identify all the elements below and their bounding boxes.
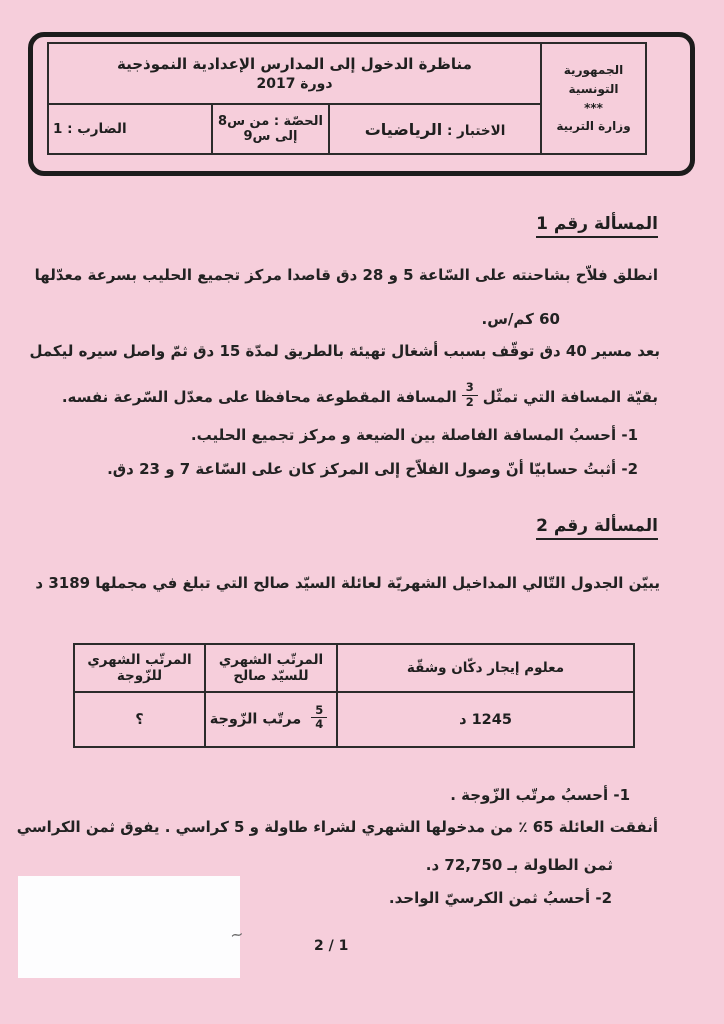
problem1-line1: انطلق فلاّح بشاحنته على السّاعة 5 و 28 دق قاصدا مركز تجميع الحليب بسرعة معدّلها xyxy=(34,266,658,284)
problem1-line4 xyxy=(62,376,658,418)
problem2-expense-line1: أنفقت العائلة 65 ٪ من مدخولها الشهري لشراء طاولة و 5 كراسي . يفوق ثمن الكراسي xyxy=(16,818,658,836)
income-table xyxy=(73,643,635,748)
fraction-numerator: 5 xyxy=(315,702,324,717)
income-table-header-row xyxy=(74,644,634,692)
fraction-numerator: 3 xyxy=(465,380,474,395)
value-wife-salary: ؟ xyxy=(74,692,205,747)
pen-mark: ~ xyxy=(228,924,245,945)
exam-title-cell xyxy=(48,43,541,104)
exam-time-cell: الحصّة : من س8 إلى س9 xyxy=(212,104,329,154)
page-number: 2 / 1 xyxy=(314,938,349,954)
problem1-line3: بعد مسير 40 دق توقّف بسبب أشغال تهيئة بالطريق لمدّة 15 دق ثمّ واصل سيره ليكمل xyxy=(29,342,660,360)
erased-white-box xyxy=(18,876,240,978)
fraction-five-fourths xyxy=(311,704,327,731)
exam-subject-label: الاختبار : xyxy=(446,122,506,139)
problem2-intro: يبيّن الجدول التّالي المداخيل الشهريّة لعائلة السيّد صالح التي تبلغ في مجملها 3189 د xyxy=(35,574,660,592)
fraction-denominator: 2 xyxy=(462,395,478,409)
problem2-question1: 1- أحسبُ مرتّب الزّوجة . xyxy=(450,786,630,804)
problem1-line4-after: المسافة المقطوعة محافظا على معدّل السّرعة نفسه. xyxy=(61,388,457,406)
exam-subject-cell xyxy=(329,104,541,154)
problem1-question1: 1- أحسبُ المسافة الفاصلة بين الضيعة و مركز تجميع الحليب. xyxy=(190,426,638,444)
fraction-three-halves xyxy=(462,381,478,408)
value-husband-salary xyxy=(205,692,337,747)
problem1-question2: 2- أثبتُ حسابيّا أنّ وصول الفلاّح إلى المركز كان على السّاعة 7 و 23 دق. xyxy=(107,460,638,478)
header-husband-salary: المرتّب الشهري للسيّد صالح xyxy=(205,644,337,692)
problem1-title: المسألة رقم 1 xyxy=(536,214,658,238)
income-table-value-row xyxy=(74,692,634,747)
republic-stars: *** xyxy=(584,100,603,115)
republic-line-2: وزارة التربية xyxy=(556,119,631,134)
exam-session-year: دورة 2017 xyxy=(256,76,333,92)
problem1-line4-before: بقيّة المسافة التي تمثّل xyxy=(482,388,658,406)
republic-line-1: الجمهورية التونسية xyxy=(563,63,624,96)
problem1-line2: 60 كم/س. xyxy=(481,310,560,328)
problem2-question2: 2- أحسبُ ثمن الكرسيّ الواحد. xyxy=(388,889,612,907)
exam-coefficient-cell: الضارب : 1 xyxy=(48,104,212,154)
header-table xyxy=(47,42,647,155)
header-wife-salary: المرتّب الشهري للزّوجة xyxy=(74,644,205,692)
republic-cell xyxy=(541,43,646,154)
exam-title: مناظرة الدخول إلى المدارس الإعدادية النموذجية xyxy=(117,55,472,73)
header-rent: معلوم إيجار دكّان وشقّة xyxy=(337,644,634,692)
fraction-denominator: 4 xyxy=(311,717,327,731)
value-husband-text: مرتّب الزّوجة xyxy=(209,711,302,728)
exam-subject-value: الرياضيات xyxy=(364,119,443,139)
value-rent: 1245 د xyxy=(337,692,634,747)
problem2-title: المسألة رقم 2 xyxy=(536,516,658,540)
problem2-expense-line2: ثمن الطاولة بـ 72,750 د. xyxy=(425,856,613,874)
